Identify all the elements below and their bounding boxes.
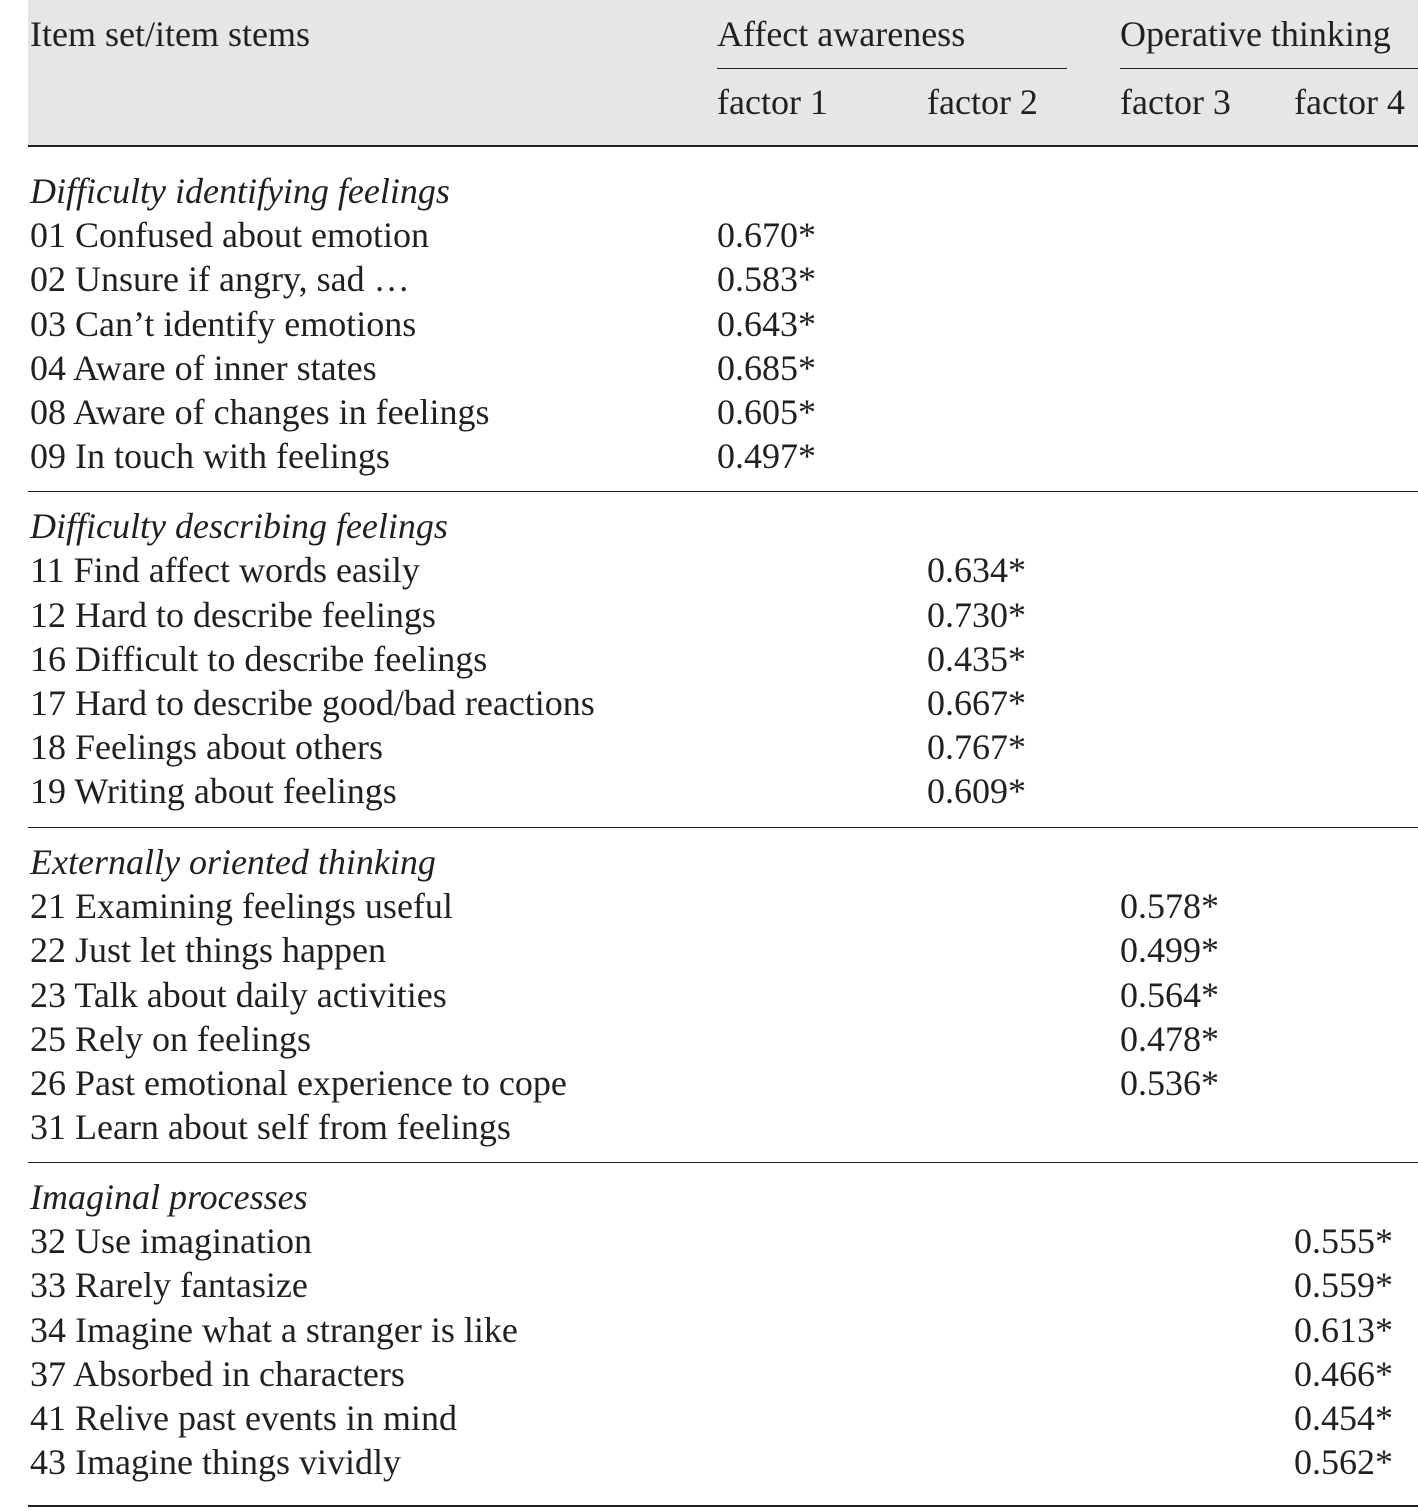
loading-factor-2: 0.767* [927, 727, 1026, 767]
loading-factor-4: 0.613* [1294, 1310, 1393, 1350]
item-stem: 11 Find affect words easily [30, 550, 420, 590]
section-divider [28, 1162, 1418, 1163]
item-stem: 23 Talk about daily activities [30, 975, 447, 1015]
loading-factor-1: 0.643* [717, 304, 816, 344]
loading-factor-4: 0.454* [1294, 1398, 1393, 1438]
table-row [0, 348, 1418, 392]
section-title: Externally oriented thinking [30, 842, 436, 882]
item-stem: 21 Examining feelings useful [30, 886, 453, 926]
column-header-factor-2: factor 2 [927, 82, 1038, 122]
item-stem: 31 Learn about self from feelings [30, 1107, 511, 1147]
item-stem: 25 Rely on feelings [30, 1019, 311, 1059]
group-header-operative-thinking: Operative thinking [1120, 14, 1391, 54]
table-row [0, 550, 1418, 594]
loading-factor-4: 0.466* [1294, 1354, 1393, 1394]
group-rule-operative-thinking [1120, 68, 1418, 69]
table-row [0, 727, 1418, 771]
item-stem: 37 Absorbed in characters [30, 1354, 405, 1394]
column-header-factor-1: factor 1 [717, 82, 828, 122]
group-rule-affect-awareness [717, 68, 1067, 69]
item-stem: 33 Rarely fantasize [30, 1265, 308, 1305]
loading-factor-4: 0.562* [1294, 1442, 1393, 1482]
loading-factor-1: 0.670* [717, 215, 816, 255]
item-stem: 18 Feelings about others [30, 727, 383, 767]
loading-factor-3: 0.499* [1120, 930, 1219, 970]
table-row [0, 215, 1418, 259]
table-row [0, 1442, 1418, 1486]
loading-factor-3: 0.564* [1120, 975, 1219, 1015]
table-row [0, 259, 1418, 303]
table-row [0, 595, 1418, 639]
section-divider [28, 827, 1418, 828]
table-row [0, 1265, 1418, 1309]
section-title: Difficulty identifying feelings [30, 171, 450, 211]
item-stem: 32 Use imagination [30, 1221, 312, 1261]
table-bottom-rule [28, 1505, 1418, 1507]
item-stem: 22 Just let things happen [30, 930, 386, 970]
item-stem: 19 Writing about feelings [30, 771, 397, 811]
table-row [0, 639, 1418, 683]
loading-factor-2: 0.634* [927, 550, 1026, 590]
loading-factor-1: 0.605* [717, 392, 816, 432]
table-row [0, 1310, 1418, 1354]
table-row [0, 1354, 1418, 1398]
loading-factor-2: 0.435* [927, 639, 1026, 679]
loading-factor-4: 0.555* [1294, 1221, 1393, 1261]
table-row [0, 1019, 1418, 1063]
item-stem: 12 Hard to describe feelings [30, 595, 436, 635]
loading-factor-3: 0.478* [1120, 1019, 1219, 1059]
table-row [0, 304, 1418, 348]
loading-factor-1: 0.497* [717, 436, 816, 476]
loading-factor-2: 0.667* [927, 683, 1026, 723]
item-stem: 09 In touch with feelings [30, 436, 390, 476]
section-title: Difficulty describing feelings [30, 506, 448, 546]
table-row [0, 930, 1418, 974]
table-row [0, 436, 1418, 480]
table-row [0, 392, 1418, 436]
item-stem: 03 Can’t identify emotions [30, 304, 417, 344]
item-stem: 08 Aware of changes in feelings [30, 392, 490, 432]
item-stem: 02 Unsure if angry, sad … [30, 259, 410, 299]
table-row [0, 886, 1418, 930]
loading-factor-2: 0.609* [927, 771, 1026, 811]
section-title: Imaginal processes [30, 1177, 308, 1217]
table-row [0, 975, 1418, 1019]
item-stem: 26 Past emotional experience to cope [30, 1063, 567, 1103]
column-header-factor-4: factor 4 [1294, 82, 1405, 122]
loading-factor-3: 0.578* [1120, 886, 1219, 926]
table-row [0, 683, 1418, 727]
column-header-factor-3: factor 3 [1120, 82, 1231, 122]
loading-factor-1: 0.685* [717, 348, 816, 388]
section-divider [28, 491, 1418, 492]
item-stem: 01 Confused about emotion [30, 215, 429, 255]
item-stem: 34 Imagine what a stranger is like [30, 1310, 518, 1350]
loading-factor-2: 0.730* [927, 595, 1026, 635]
group-header-affect-awareness: Affect awareness [717, 14, 966, 54]
item-stem: 04 Aware of inner states [30, 348, 377, 388]
item-stem: 17 Hard to describe good/bad reactions [30, 683, 595, 723]
column-header-item-stems: Item set/item stems [30, 14, 310, 54]
table-row [0, 1398, 1418, 1442]
item-stem: 43 Imagine things vividly [30, 1442, 401, 1482]
table-row [0, 1063, 1418, 1107]
table-row [0, 771, 1418, 815]
table-row [0, 1221, 1418, 1265]
table-row [0, 1107, 1418, 1151]
item-stem: 41 Relive past events in mind [30, 1398, 457, 1438]
loading-factor-1: 0.583* [717, 259, 816, 299]
loading-factor-3: 0.536* [1120, 1063, 1219, 1103]
loading-factor-4: 0.559* [1294, 1265, 1393, 1305]
item-stem: 16 Difficult to describe feelings [30, 639, 488, 679]
